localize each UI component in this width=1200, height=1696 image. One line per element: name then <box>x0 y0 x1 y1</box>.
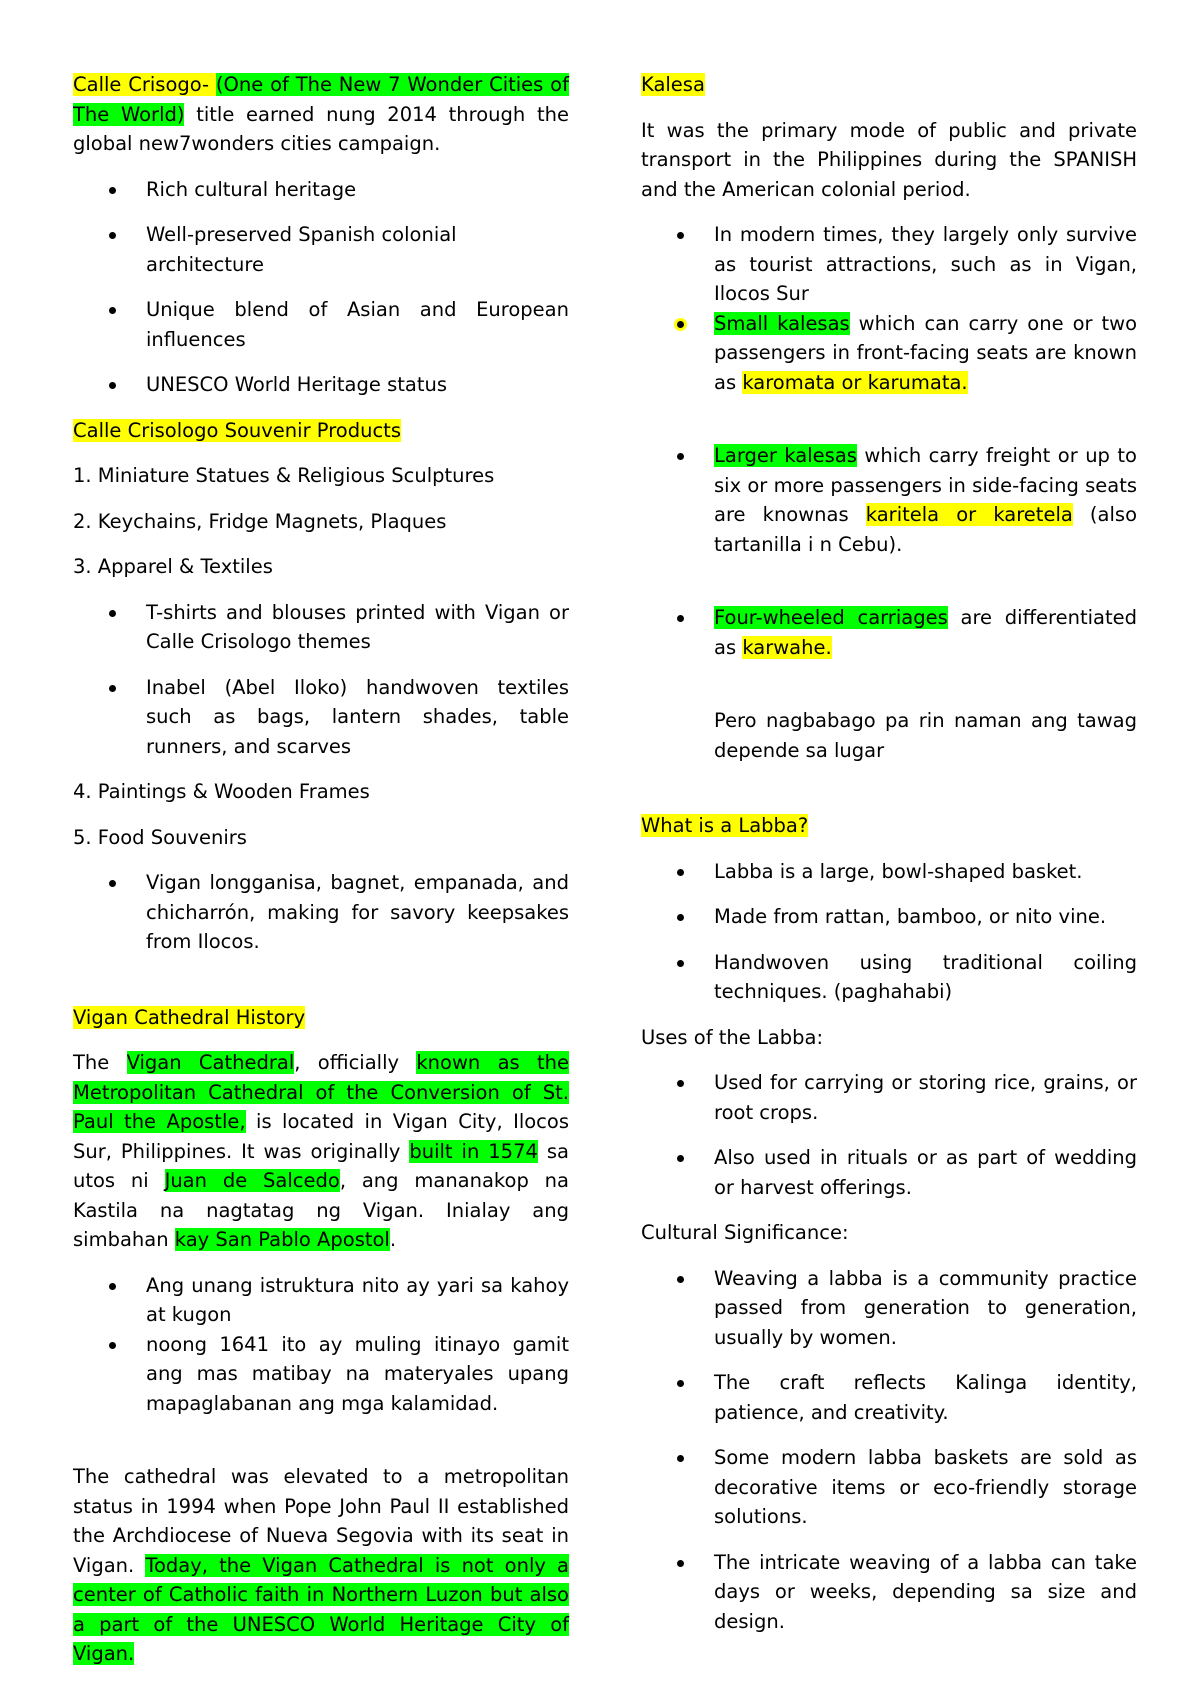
bullet-icon <box>109 187 116 194</box>
souvenir-item-2: 2. Keychains, Fridge Magnets, Plaques <box>73 509 447 533</box>
kalesa-heading-text: Kalesa <box>641 73 705 96</box>
text-run: , officially <box>294 1051 417 1074</box>
list-item-text: Some modern labba baskets are sold as decorative items or eco-friendly storage solutions. <box>714 1446 1137 1528</box>
text-run: The <box>73 1051 127 1074</box>
bullet-icon <box>109 307 116 314</box>
text-run: sa utos ni <box>73 1139 569 1192</box>
highlight-run: built in 1574 <box>409 1139 538 1163</box>
list-item <box>73 370 569 400</box>
highlight-run: Vigan Cathedral <box>126 1051 295 1074</box>
list-item-text: Unique blend of Asian and European influences <box>146 298 569 351</box>
list-item-text: Also used in rituals or as part of wedding or harvest offerings. <box>714 1146 1137 1199</box>
list-item-text: Well-preserved Spanish colonial architecture <box>146 223 457 276</box>
list-item <box>641 603 1137 662</box>
list-item-text: The craft reflects Kalinga identity, patience, and creativity. <box>714 1371 1137 1424</box>
list-item <box>641 220 1137 309</box>
text-run: which can carry one or two passengers in front-facing seats are known as <box>714 311 1137 394</box>
bullet-icon <box>677 1560 684 1567</box>
list-item <box>641 1264 1137 1353</box>
bullet-icon <box>109 1342 116 1349</box>
spacer <box>641 573 1137 603</box>
list-item-text: UNESCO World Heritage status <box>146 373 447 396</box>
cathedral-paragraph <box>73 1048 569 1255</box>
labba-heading-text: What is a Labba? <box>641 814 809 837</box>
bullet-icon <box>677 1380 684 1387</box>
list-item-text: The intricate weaving of a labba can take days or weeks, depending sa size and design. <box>714 1550 1137 1633</box>
highlight-run: Small kalesas <box>714 311 850 335</box>
list-item-text: Made from rattan, bamboo, or nito vine. <box>714 905 1107 928</box>
cathedral-paragraph-2 <box>73 1462 569 1669</box>
list-item-text: Used for carrying or storing rice, grains, or root crops. <box>714 1071 1137 1124</box>
souvenir-item-4: 4. Paintings & Wooden Frames <box>73 780 370 803</box>
souvenir-item-5: 5. Food Souvenirs <box>73 825 247 849</box>
spacer <box>73 973 569 1003</box>
cultural-list <box>641 1264 1137 1637</box>
list-item-text: In modern times, they largely only survive as tourist attractions, such as in Vigan, Ilocos Sur <box>714 223 1137 305</box>
highlight-run: Larger kalesas <box>714 444 857 467</box>
text-run: (also tartanilla i n Cebu). <box>714 503 1137 556</box>
food-list <box>73 868 569 957</box>
bullet-icon <box>677 453 684 460</box>
cultural-heading: Cultural Significance: <box>641 1221 849 1244</box>
list-item <box>73 1271 569 1330</box>
kalesa-list <box>641 220 1137 397</box>
highlight-run: Today, the Vigan Cathedral is not only a center of Catholic faith in Northern Luzon but also a part of the UNESCO World Heritage City of Vigan. <box>73 1553 569 1665</box>
list-item <box>641 948 1137 1007</box>
bullet-icon <box>677 1455 684 1462</box>
list-item <box>641 857 1137 887</box>
list-item <box>641 1548 1137 1637</box>
text-run: is located in Vigan City, Ilocos Sur, Philippines. It was originally <box>73 1110 569 1163</box>
kalesa-list-2 <box>641 441 1137 559</box>
highlight-run: kay San Pablo Apostol <box>174 1228 390 1251</box>
bullet-icon <box>109 232 116 239</box>
crisologo-title: Calle Crisogo <box>73 73 203 96</box>
spacer <box>641 781 1137 811</box>
list-item <box>73 868 569 957</box>
list-item <box>73 220 569 279</box>
bullet-icon <box>677 914 684 921</box>
highlight-run: Four-wheeled carriages <box>714 606 948 629</box>
crisologo-title-highlight: (One of The New 7 Wonder Cities of The World) <box>73 73 569 126</box>
right-column <box>641 70 1137 1652</box>
labba-list <box>641 857 1137 1007</box>
list-item-text: Ang unang istruktura nito ay yari sa kahoy at kugon <box>146 1273 569 1326</box>
bullet-icon <box>109 610 116 617</box>
kalesa-list-3 <box>641 603 1137 662</box>
kalesa-heading <box>641 70 1137 100</box>
list-item <box>641 309 1137 398</box>
bullet-icon <box>109 1283 116 1290</box>
crisologo-intro <box>73 70 569 159</box>
apparel-list <box>73 598 569 762</box>
cathedral-heading-text: Vigan Cathedral History <box>73 1005 306 1029</box>
uses-heading: Uses of the Labba: <box>641 1025 824 1049</box>
bullet-icon <box>109 685 116 692</box>
text-run: , ang mananakop na Kastila na nagtatag ng Vigan. Inialay ang simbahan <box>73 1169 569 1251</box>
spacer <box>73 1432 569 1462</box>
text-run: . <box>389 1228 397 1251</box>
bullet-icon <box>677 232 684 239</box>
list-item-text: Labba is a large, bowl-shaped basket. <box>714 859 1083 883</box>
kalesa-note: Pero nagbabago pa rin naman ang tawag depende sa lugar <box>714 709 1137 762</box>
labba-heading <box>641 811 1137 841</box>
left-column <box>73 70 569 1685</box>
list-item <box>73 598 569 657</box>
bullet-icon <box>109 382 116 389</box>
spacer <box>641 411 1137 441</box>
souvenir-heading-text: Calle Crisologo Souvenir Products <box>73 418 401 442</box>
list-item-text: Weaving a labba is a community practice passed from generation to generation, usually by women. <box>714 1266 1137 1349</box>
highlight-run: Juan de Salcedo <box>164 1169 340 1192</box>
list-item <box>641 441 1137 559</box>
bullet-icon <box>109 880 116 887</box>
list-item <box>641 1368 1137 1427</box>
crisologo-title-sep: - <box>202 73 216 96</box>
highlight-run: known as the Metropolitan Cathedral of the Conversion of St. Paul the Apostle, <box>73 1051 570 1133</box>
bullet-icon <box>677 615 684 622</box>
souvenir-item-1: 1. Miniature Statues & Religious Sculptures <box>73 464 495 487</box>
bullet-icon <box>677 1080 684 1087</box>
text-run: The cathedral was elevated to a metropolitan status in 1994 when Pope John Paul II established the Archdiocese of Nueva Segovia with its seat in Vigan. <box>73 1465 569 1577</box>
list-item <box>73 295 569 354</box>
highlight-run: karitela or karetela <box>865 503 1073 526</box>
list-item <box>641 1068 1137 1127</box>
bullet-icon <box>677 1155 684 1162</box>
cathedral-list <box>73 1271 569 1419</box>
list-item <box>641 902 1137 932</box>
list-item-text: Inabel (Abel Iloko) handwoven textiles such as bags, lantern shades, table runners, and scarves <box>146 675 569 758</box>
crisologo-features-list <box>73 175 569 400</box>
bullet-icon <box>677 960 684 967</box>
uses-list <box>641 1068 1137 1202</box>
spacer <box>641 676 1137 706</box>
souvenir-heading <box>73 416 569 446</box>
bullet-icon <box>677 1276 684 1283</box>
list-item <box>73 175 569 205</box>
list-item <box>73 1330 569 1419</box>
list-item-text: noong 1641 ito ay muling itinayo gamit ang mas matibay na materyales upang mapaglabanan ang mga kalamidad. <box>146 1332 569 1415</box>
list-item <box>641 1143 1137 1202</box>
list-item <box>73 673 569 762</box>
bullet-icon <box>677 869 684 876</box>
list-item <box>641 1443 1137 1532</box>
souvenir-item-3: 3. Apparel & Textiles <box>73 555 273 578</box>
text-run: which carry freight or up to six or more passengers in side-facing seats are knownas <box>714 444 1137 526</box>
text-run: are differentiated as <box>714 606 1137 659</box>
kalesa-intro: It was the primary mode of public and private transport in the Philippines during the SPANISH and the American colonial period. <box>641 118 1137 201</box>
list-item-text: Vigan longganisa, bagnet, empanada, and chicharrón, making for savory keepsakes from Ilocos. <box>146 871 569 953</box>
list-item-text: Rich cultural heritage <box>146 177 357 201</box>
list-item-text: T-shirts and blouses printed with Vigan or Calle Crisologo themes <box>146 600 569 653</box>
crisologo-title-rest: title earned nung 2014 through the global new7wonders cities campaign. <box>73 102 569 155</box>
bullet-icon <box>677 321 684 328</box>
list-item-text: Handwoven using traditional coiling techniques. (paghahabi) <box>714 950 1137 1003</box>
cathedral-heading <box>73 1003 569 1033</box>
highlight-run: karwahe. <box>742 635 832 659</box>
highlight-run: karomata or karumata. <box>742 370 968 394</box>
